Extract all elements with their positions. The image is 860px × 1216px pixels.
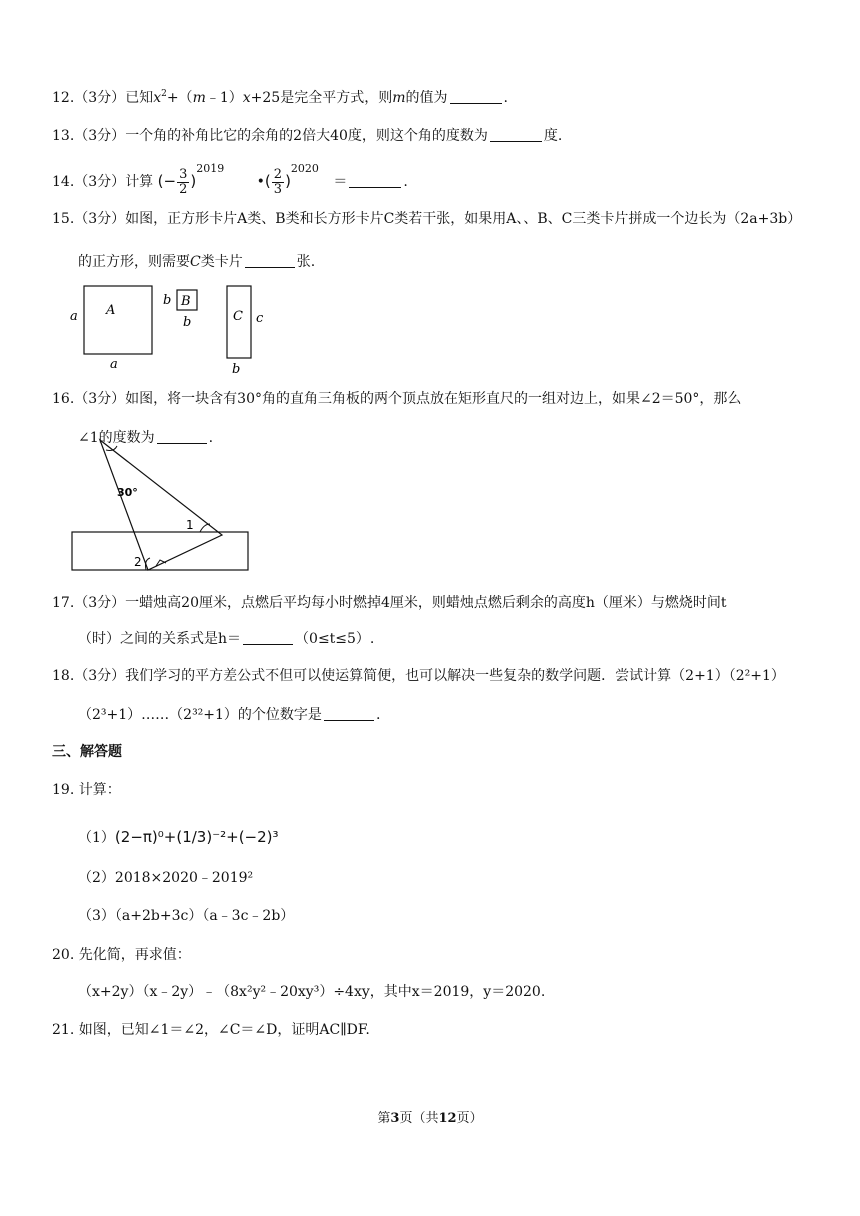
square-card-a	[84, 286, 152, 354]
set-square-triangle	[100, 440, 222, 570]
question-16-line-1: 16.（3分）如图，将一块含有30°角的直角三角板的两个顶点放在矩形直尺的一组对边上，如果∠2＝50°，那么	[52, 391, 742, 407]
card-a-side-label: a	[70, 309, 78, 324]
question-20-body: （x+2y）（x﹣2y）﹣（8x²y²﹣20xy³）÷4xy，其中x＝2019，y＝2020.	[78, 984, 546, 1000]
card-a-label: A	[106, 303, 116, 318]
question-16-line-2: ∠1的度数为 .	[78, 430, 214, 446]
answer-blank	[243, 630, 293, 645]
card-a-bottom-label: a	[110, 357, 118, 372]
fraction: $\frac{2}{3}$	[273, 166, 283, 197]
question-19-part-2: （2）2018×2020﹣2019²	[78, 870, 254, 886]
question-18-line-2: （2³+1）……（2³²+1）的个位数字是 .	[78, 707, 381, 723]
question-15-line-2: 的正方形，则需要C类卡片 张.	[78, 254, 316, 270]
question-18-line-1: 18.（3分）我们学习的平方差公式不但可以使运算简便，也可以解决一些复杂的数学问题．尝试计算（2+1）（2²+1）	[52, 668, 785, 684]
question-19-part-3: （3）（a+2b+3c）（a﹣3c﹣2b）	[78, 908, 295, 924]
question-12: 12.（3分）已知$x^2+(m﹣1)x+25$是完全平方式，则m的值为 .	[52, 89, 508, 106]
page-footer: 第3页（共12页）	[377, 1111, 483, 1126]
card-c-bottom-label: b	[232, 362, 241, 377]
angle-2-label: 2	[134, 555, 142, 569]
answer-blank	[245, 253, 295, 268]
question-20-head: 20. 先化简，再求值：	[52, 947, 191, 963]
card-c-side-label: c	[256, 311, 264, 326]
card-b-label: B	[181, 294, 191, 309]
question-17-line-1: 17.（3分）一蜡烛高20厘米，点燃后平均每小时燃掉4厘米，则蜡烛点燃后剩余的高度h（厘米）与燃烧时间t	[52, 595, 727, 611]
question-17-line-2: （时）之间的关系式是h＝ （0≤t≤5）.	[78, 631, 375, 647]
question-15-line-1: 15.（3分）如图，正方形卡片A类、B类和长方形卡片C类若干张，如果用A、、B、C三类卡片拼成一个边长为（2a+3b）	[52, 211, 802, 227]
answer-blank	[349, 173, 401, 188]
answer-blank	[490, 127, 542, 142]
question-19-head: 19. 计算：	[52, 782, 121, 798]
card-b-side-label: b	[163, 293, 172, 308]
triangle-ruler-figure	[70, 436, 252, 572]
section-heading: 三、解答题	[52, 744, 122, 760]
answer-blank	[450, 89, 502, 104]
answer-blank	[324, 706, 374, 721]
angle-30-label: 30°	[117, 486, 138, 499]
fraction: $\frac{3}{2}$	[179, 166, 188, 197]
angle-1-label: 1	[186, 518, 194, 532]
question-13: 13.（3分）一个角的补角比它的余角的2倍大40度，则这个角的度数为 度.	[52, 128, 563, 144]
question-14: 14.（3分）计算 (− $\frac{3}{2}$ )$^{2019}$ •( $\frac{2}{3}$ )$^{2020}$ ＝ .	[52, 162, 408, 197]
cards-figure	[60, 282, 280, 378]
question-19-part-1: （1）(2−π)⁰+(1/3)⁻²+(−2)³	[78, 828, 279, 846]
question-21: 21. 如图，已知∠1＝∠2，∠C＝∠D，证明AC∥DF.	[52, 1022, 370, 1038]
card-c-label: C	[233, 309, 243, 324]
card-b-bottom-label: b	[183, 315, 192, 330]
